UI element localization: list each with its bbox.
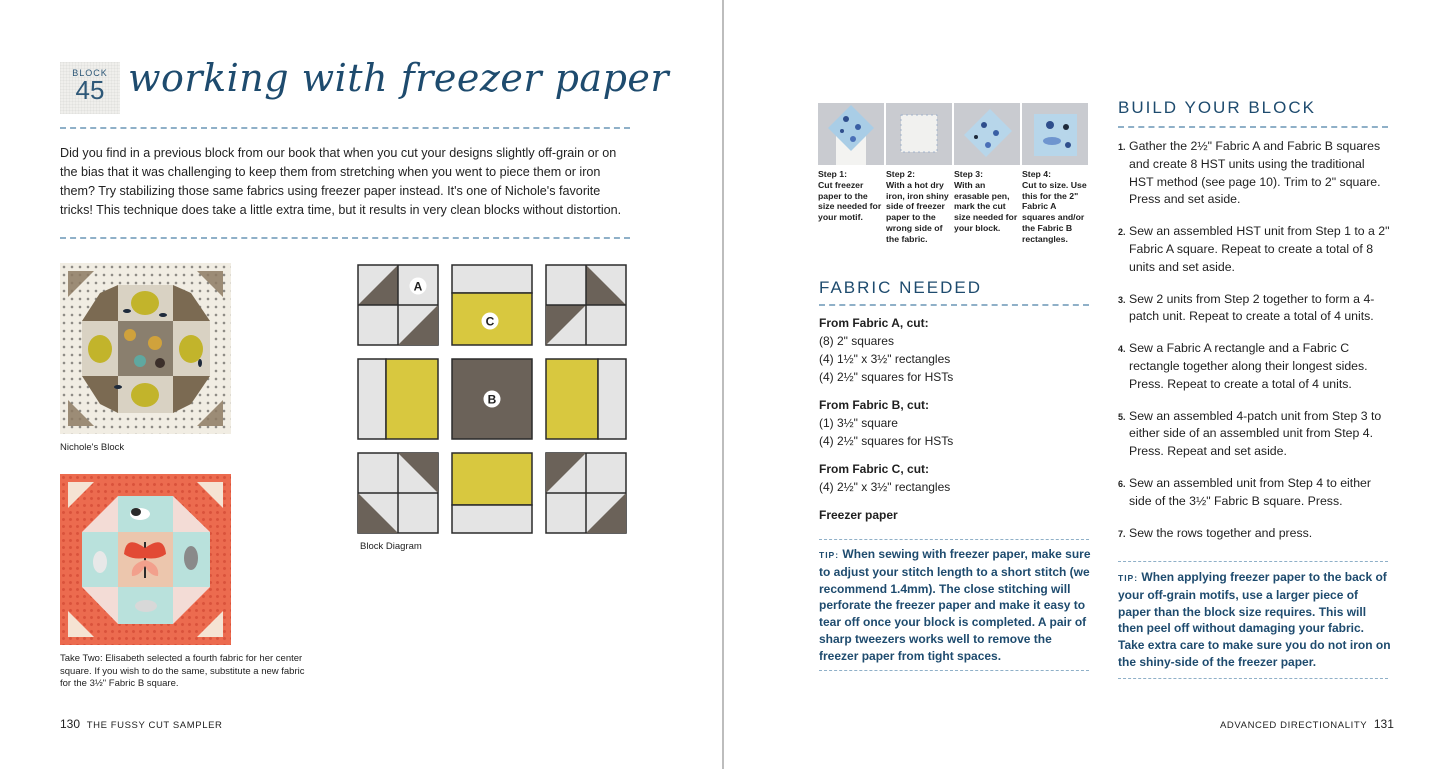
fabric-needed-list bbox=[819, 314, 1089, 534]
build-step-text: Sew an assembled unit from Step 4 to either side of the 3½" Fabric B square. Press. bbox=[1129, 475, 1371, 508]
block-number-badge bbox=[60, 62, 120, 114]
left-page-footer bbox=[60, 717, 222, 731]
block-number: 45 bbox=[75, 75, 105, 105]
build-step bbox=[1118, 340, 1390, 393]
step-2 bbox=[886, 103, 952, 245]
side-unit-left bbox=[358, 359, 386, 439]
tip-right-label: TIP: bbox=[1118, 573, 1139, 583]
build-step bbox=[1118, 291, 1390, 327]
block-label: BLOCK bbox=[72, 68, 108, 78]
build-step-number: 3. bbox=[1118, 294, 1126, 305]
fabric-needed-divider bbox=[819, 304, 1089, 306]
tip-right bbox=[1118, 569, 1392, 671]
build-step-number: 1. bbox=[1118, 142, 1126, 152]
tip-right-text: When applying freezer paper to the back of your off-grain motifs, use a larger piece of paper than the block size requires. This will then peel off without damaging your fabric. Take extra care to make sure you do not iron on the shiny-side of the freezer paper. bbox=[1118, 570, 1391, 669]
fabric-b-label: B bbox=[487, 392, 497, 407]
step-4-title: Step 4: bbox=[1022, 169, 1051, 179]
step-1-photo bbox=[818, 103, 884, 165]
take-two-caption: Take Two: Elisabeth selected a fourth fabric for her center square. If you wish to do the same, substitute a new fabric for the 3½" Fabric B square. bbox=[60, 653, 305, 689]
nicholes-block-photo bbox=[60, 263, 231, 434]
nicholes-block-caption: Nichole's Block bbox=[60, 442, 125, 453]
block-diagram bbox=[357, 264, 629, 536]
build-step-text: Sew a Fabric A rectangle and a Fabric C rectangle together along their longest sides. Press. Repeat to create a total of 4 units. bbox=[1129, 341, 1368, 391]
build-step-number: 2. bbox=[1118, 227, 1126, 238]
block-diagram-caption: Block Diagram bbox=[360, 541, 422, 552]
build-step-number: 5. bbox=[1118, 411, 1126, 422]
fabric-a-line: (4) 2½" squares for HSTs bbox=[819, 370, 954, 384]
take-two-block-photo bbox=[60, 474, 231, 645]
side-unit-right bbox=[598, 359, 626, 439]
tip-left-text: When sewing with freezer paper, make sure to adjust your stitch length to a short stitch (we recommend 1.4mm). The close stitching will perforate the freezer paper and make it easy to tear off once your block is completed. A pair of sharp tweezers works well to remove the freezer paper from tight spaces. bbox=[819, 547, 1091, 663]
build-step-number: 7. bbox=[1118, 528, 1126, 539]
build-step-text: Sew 2 units from Step 2 together to form a 4-patch unit. Repeat to create a total of 4 units. bbox=[1129, 291, 1375, 324]
build-step-text: Gather the 2½" Fabric A and Fabric B squares and create 8 HST units using the traditional HST method (see page 10). Trim to 2" square. Press and set aside. bbox=[1129, 139, 1381, 207]
page-gutter-divider bbox=[722, 0, 724, 769]
step-1 bbox=[818, 103, 884, 223]
fabric-a-line: (8) 2" squares bbox=[819, 334, 894, 348]
build-step bbox=[1118, 138, 1390, 209]
side-unit-left bbox=[386, 359, 438, 439]
title-divider bbox=[60, 127, 630, 129]
fabric-a-group bbox=[819, 314, 1089, 386]
step-2-text: With a hot dry iron, iron shiny side of freezer paper to the wrong side of the fabric. bbox=[886, 179, 949, 244]
side-unit-bottom bbox=[452, 453, 532, 505]
build-step-text: Sew the rows together and press. bbox=[1129, 525, 1313, 540]
build-steps-list bbox=[1118, 138, 1390, 556]
tip-left-label: TIP: bbox=[819, 550, 840, 560]
fabric-c-line: (4) 2½" x 3½" rectangles bbox=[819, 480, 951, 494]
build-step-text: Sew an assembled 4-patch unit from Step 3 to either side of an assembled unit from Step 4. Press. Repeat and set aside. bbox=[1129, 408, 1382, 459]
build-step bbox=[1118, 223, 1390, 276]
right-running-head: ADVANCED DIRECTIONALITY bbox=[1220, 720, 1368, 731]
step-3-title: Step 3: bbox=[954, 169, 983, 179]
step-2-photo bbox=[886, 103, 952, 165]
build-step bbox=[1118, 525, 1390, 543]
page-title: working with freezer paper bbox=[128, 56, 670, 100]
left-page-number: 130 bbox=[60, 717, 81, 731]
left-running-head: THE FUSSY CUT SAMPLER bbox=[86, 720, 223, 731]
tip-left-top-divider bbox=[819, 539, 1089, 540]
fabric-b-group bbox=[819, 396, 1089, 450]
tip-left bbox=[819, 546, 1091, 665]
build-step bbox=[1118, 408, 1390, 461]
fabric-a-line: (4) 1½" x 3½" rectangles bbox=[819, 352, 951, 366]
side-unit-bottom bbox=[452, 505, 532, 533]
step-3 bbox=[954, 103, 1020, 234]
step-4 bbox=[1022, 103, 1088, 245]
fabric-b-line: (4) 2½" squares for HSTs bbox=[819, 434, 954, 448]
fabric-c-heading: From Fabric C, cut: bbox=[819, 462, 930, 476]
freezer-paper-group bbox=[819, 506, 1089, 524]
intro-paragraph: Did you find in a previous block from our book that when you cut your designs slightly off-grain or on the bias that it was challenging to keep them from stretching when you went to piece them or iron them? Try stabilizing those same fabrics using freezer paper instead. It's one of Nichole's favorite tricks! This technique does take a little extra time, but it results in very clean blocks without distortion. bbox=[60, 146, 622, 217]
step-4-text: Cut to size. Use this for the 2" Fabric A squares and/or the Fabric B rectangles. bbox=[1022, 179, 1087, 244]
tip-left-bottom-divider bbox=[819, 670, 1089, 671]
fabric-c-group bbox=[819, 460, 1089, 496]
build-your-block-divider bbox=[1118, 126, 1388, 128]
step-1-text: Cut freezer paper to the size needed for your motif. bbox=[818, 179, 882, 223]
fabric-b-line: (1) 3½" square bbox=[819, 416, 898, 430]
fabric-a-heading: From Fabric A, cut: bbox=[819, 316, 929, 330]
intro-divider bbox=[60, 237, 630, 239]
build-step-text: Sew an assembled HST unit from Step 1 to a 2" Fabric A square. Repeat to create a total of 8 units and set aside. bbox=[1129, 224, 1390, 274]
build-step bbox=[1118, 475, 1390, 511]
block-diagram-svg bbox=[357, 264, 629, 536]
right-page-footer bbox=[1220, 717, 1394, 731]
tip-right-bottom-divider bbox=[1118, 678, 1388, 679]
build-step-number: 4. bbox=[1118, 344, 1126, 355]
side-unit-right bbox=[546, 359, 598, 439]
fabric-c-label: C bbox=[485, 314, 495, 329]
step-1-title: Step 1: bbox=[818, 169, 847, 179]
fabric-needed-heading: FABRIC NEEDED bbox=[819, 278, 982, 297]
fabric-b-heading: From Fabric B, cut: bbox=[819, 398, 930, 412]
build-step-number: 6. bbox=[1118, 478, 1126, 489]
side-unit-top bbox=[452, 265, 532, 293]
fabric-a-label: A bbox=[413, 279, 423, 294]
step-3-text: With an erasable pen, mark the cut size needed for your block. bbox=[954, 179, 1018, 233]
freezer-paper-heading: Freezer paper bbox=[819, 508, 898, 522]
tip-right-top-divider bbox=[1118, 561, 1388, 562]
build-your-block-heading: BUILD YOUR BLOCK bbox=[1118, 98, 1316, 117]
right-page-number: 131 bbox=[1373, 717, 1394, 731]
step-3-photo bbox=[954, 103, 1020, 165]
step-4-photo bbox=[1022, 103, 1088, 165]
step-2-title: Step 2: bbox=[886, 169, 915, 179]
